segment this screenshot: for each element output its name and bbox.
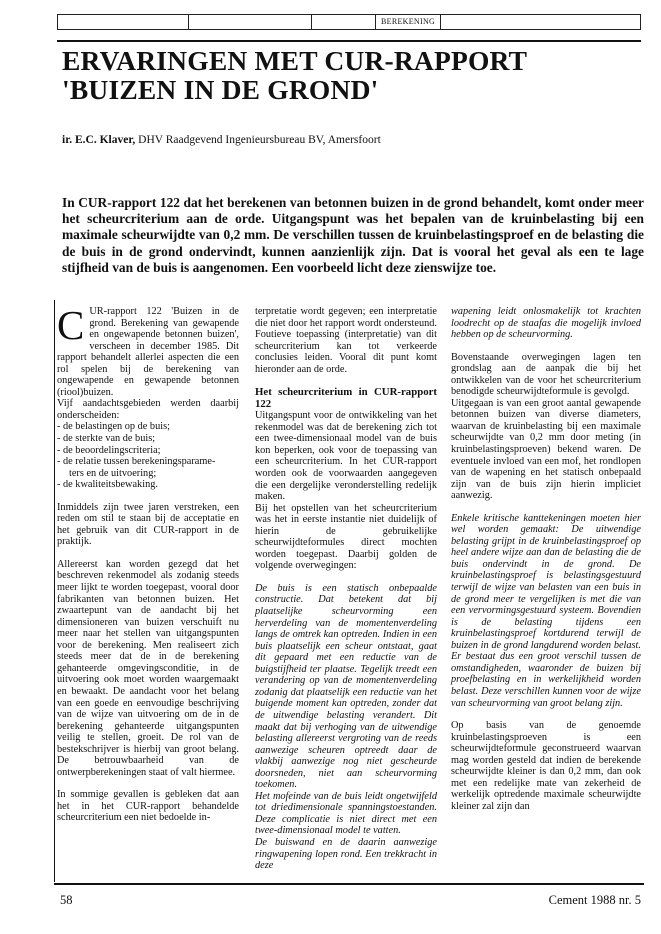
italic-paragraph: Enkele kritische kanttekeningen moeten hier wel worden gemaakt: De uitwendige belasting grijpt in de kruinbelastingsproef op heel andere wijze aan dan de belasting die de buis ondervindt in de grond. De kruinbelastingsproef is belastingsgestuurd terwijl de wijze van belasten van een buis in de grond meer te vergelijken is met die van een vervormingsgestuurd systeem. Bovendien is de belasting tijdens een kruinbelastingsproef kortdurend terwijl de buizen in de grond langdurend worden belast. Er bestaat dus een groot verschil tussen de omstandigheden, waaronder de buizen bij proefbelasting en in werkelijkheid worden belast. Deze verschillen kunnen voor de wijze van scheurvorming van groot belang zijn. [451,512,641,709]
italic-paragraph: De buiswand en de daarin aanwezige ringwapening lopen rond. Een trekkracht in deze [255,836,437,872]
page-number: 58 [60,893,73,907]
paragraph: Op basis van de genoemde kruinbelastingsproeven is een scheurwijdteformule geconstrueerd waarvan mag worden gesteld dat indien de berekende scheurwijdte kleiner is dan 0,2 mm, dan ook met een redelijke mate van zekerheid de werkelijk optredende maximale scheurwijdte kleiner zal zijn dan [451,720,641,812]
paragraph: Bij het opstellen van het scheurcriterium was het in eerste instantie niet duidelijk of hierin de gebruikelijke scheurwijdteformules direct mochten worden toegepast. Daarbij golden de volgende overwegingen: [255,502,437,572]
lead-paragraph: In CUR-rapport 122 dat het berekenen van betonnen buizen in de grond behandelt, komt onder meer het scheurcriterium aan de orde. Uitgangspunt was het bepalen van de kruinbelasting bij een maximale scheurwijdte van 0,2 mm. De verschillen tussen de kruinbelastingsproef en de belasting die de buis in de grond ondervindt, kunnen aanzienlijk zijn. Dat is vooral het geval als een te lage stijfheid van de buis is aangenomen. Een voorbeeld licht deze zienswijze toe. [62,195,644,275]
column-rule [54,300,55,882]
top-rule [57,40,641,42]
drop-cap: C [57,302,85,348]
text-column-2 [255,306,437,872]
list-item: - de sterkte van de buis; [57,433,156,445]
header-cell [189,15,312,29]
list-item: ters en de uitvoering; [69,467,157,479]
paragraph: In sommige gevallen is gebleken dat aan het in het CUR-rapport behandelde scheurcriterium een niet bedoelde in- [57,789,239,824]
list-item: - de kwaliteitsbewaking. [57,479,158,491]
author-affiliation: DHV Raadgevend Ingenieursbureau BV, Amersfoort [138,134,381,146]
section-header-strip [57,14,641,30]
italic-paragraph: De buis is een statisch onbepaalde constructie. Dat betekent dat bij plaatselijke scheurvorming een herverdeling van de momentenverdeling langs de omtrek kan optreden. Indien in een buis plaatselijk een scheur ontstaat, gaat dit gepaard met een reductie van de buigstijfheid ter plaatse. Tegelijk treedt een verandering op van de momentenverdeling zodanig dat plaatselijk een reductie van het buigende moment kan optreden, zonder dat de uitwendige belasting verandert. Dit maakt dat bij verhoging van de uitwendige belasting allereerst vergroting van de reeds aanwezige scheuren optreedt daar de vlakbij aanwezige nog niet gescheurde doorsneden, niet aan scheurvorming toekomen. [255,582,437,791]
journal-issue: Cement 1988 nr. 5 [548,893,641,907]
text-column-3 [451,306,641,812]
italic-paragraph: Het mofeinde van de buis leidt ongetwijfeld tot driedimensionale spanningstoestanden. Deze complicatie is niet direct met een twee-dimensionaal model te vatten. [255,790,437,837]
title-line-2: 'BUIZEN IN DE GROND' [62,74,379,105]
italic-paragraph: wapening leidt onlosmakelijk tot krachten loodrecht op de staafas die mogelijk invloed hebben op de scheurvorming. [451,306,641,341]
list-item: - de belastingen op de buis; [57,421,170,433]
text-column-1 [57,302,239,824]
title-line-1: ERVARINGEN MET CUR-RAPPORT [62,45,528,76]
author-name: ir. E.C. Klaver, [62,134,136,146]
header-cell [58,15,189,29]
paragraph: CUR-rapport 122 'Buizen in de grond. Berekening van gewapende en ongewapende betonnen buizen', verscheen in december 1985. Dit rapport behandelt allerlei aspecten die een rol spelen bij de berekening van ongewapende en gewapende betonnen (riool)buizen. [57,302,239,398]
paragraph: terpretatie wordt gegeven; een interpretatie die niet door het rapport wordt ondersteund. Foutieve toepassing (interpretatie) van dit scheurcriterium kan tot verkeerde conclusies leiden. Vooral dit punt komt hieronder aan de orde. [255,306,437,375]
section-heading: Het scheurcriterium in CUR-rapport 122 [255,386,437,411]
paragraph: Allereerst kan worden gezegd dat het beschreven rekenmodel als zodanig steeds meer lijkt te worden toegepast, vooral door fabrikanten van betonnen buizen. Het zwaartepunt van de aandacht bij het dimensioneren van buizen verschuift nu meer naar het stellen van uitgangspunten voor de berekening. Men realiseert zich steeds meer dat de in de berekening gehanteerde omgevingsconditie, in de uitvoering ook moet worden waargemaakt en bewaakt. De aandacht voor het belang van een goede en eenvoudige beschrijving van de wijze van uitvoering om de in de berekening gehanteerde uitgangspunten veilig te stellen, groeit. De rol van de bestekschrijver is hierbij van groot belang. De betrouwbaarheid van de ontwerpberekeningen staat of valt hiermee. [57,558,239,778]
paragraph: Uitgegaan is van een groot aantal gewapende betonnen buizen van diverse diameters, waarvan de kruinbelasting bij een maximale scheurwijdte van 0,2 mm door meting (in kruinbelastingsproeven) bekend waren. De eventuele invloed van een mof, het rondlopen van de wapening en het statisch onbepaald zijn van de buis zijn hierin impliciet aanwezig. [451,397,641,502]
header-cell [441,15,640,29]
paragraph: Bovenstaande overwegingen lagen ten grondslag aan de aanpak die bij het ontwikkelen van de voor het scheurcriterium benodigde scheurwijdteformule is gevolgd. [451,351,641,398]
header-cell [312,15,376,29]
paragraph: Inmiddels zijn twee jaren verstreken, een reden om stil te staan bij de acceptatie en het gebruik van dit CUR-rapport in de praktijk. [57,501,239,548]
bottom-rule [54,883,644,885]
author-line [62,134,642,146]
focus-areas-list [57,421,239,490]
list-item: - de relatie tussen berekeningsparame- [57,456,216,468]
paragraph: Vijf aandachtsgebieden werden daarbij onderscheiden: [57,398,239,421]
paragraph: Uitgangspunt voor de ontwikkeling van het rekenmodel was dat de berekening zich tot een twee-dimensionaal model van de buis kon beperken, ook voor de toepassing van een scheurcriterium. In het CUR-rapport worden ook de voorwaarden aangegeven die een dergelijke veronderstelling redelijk maken. [255,410,437,503]
article-title [62,46,642,104]
section-label: BEREKENING [376,15,441,29]
list-item: - de beoordelingscriteria; [57,444,161,456]
